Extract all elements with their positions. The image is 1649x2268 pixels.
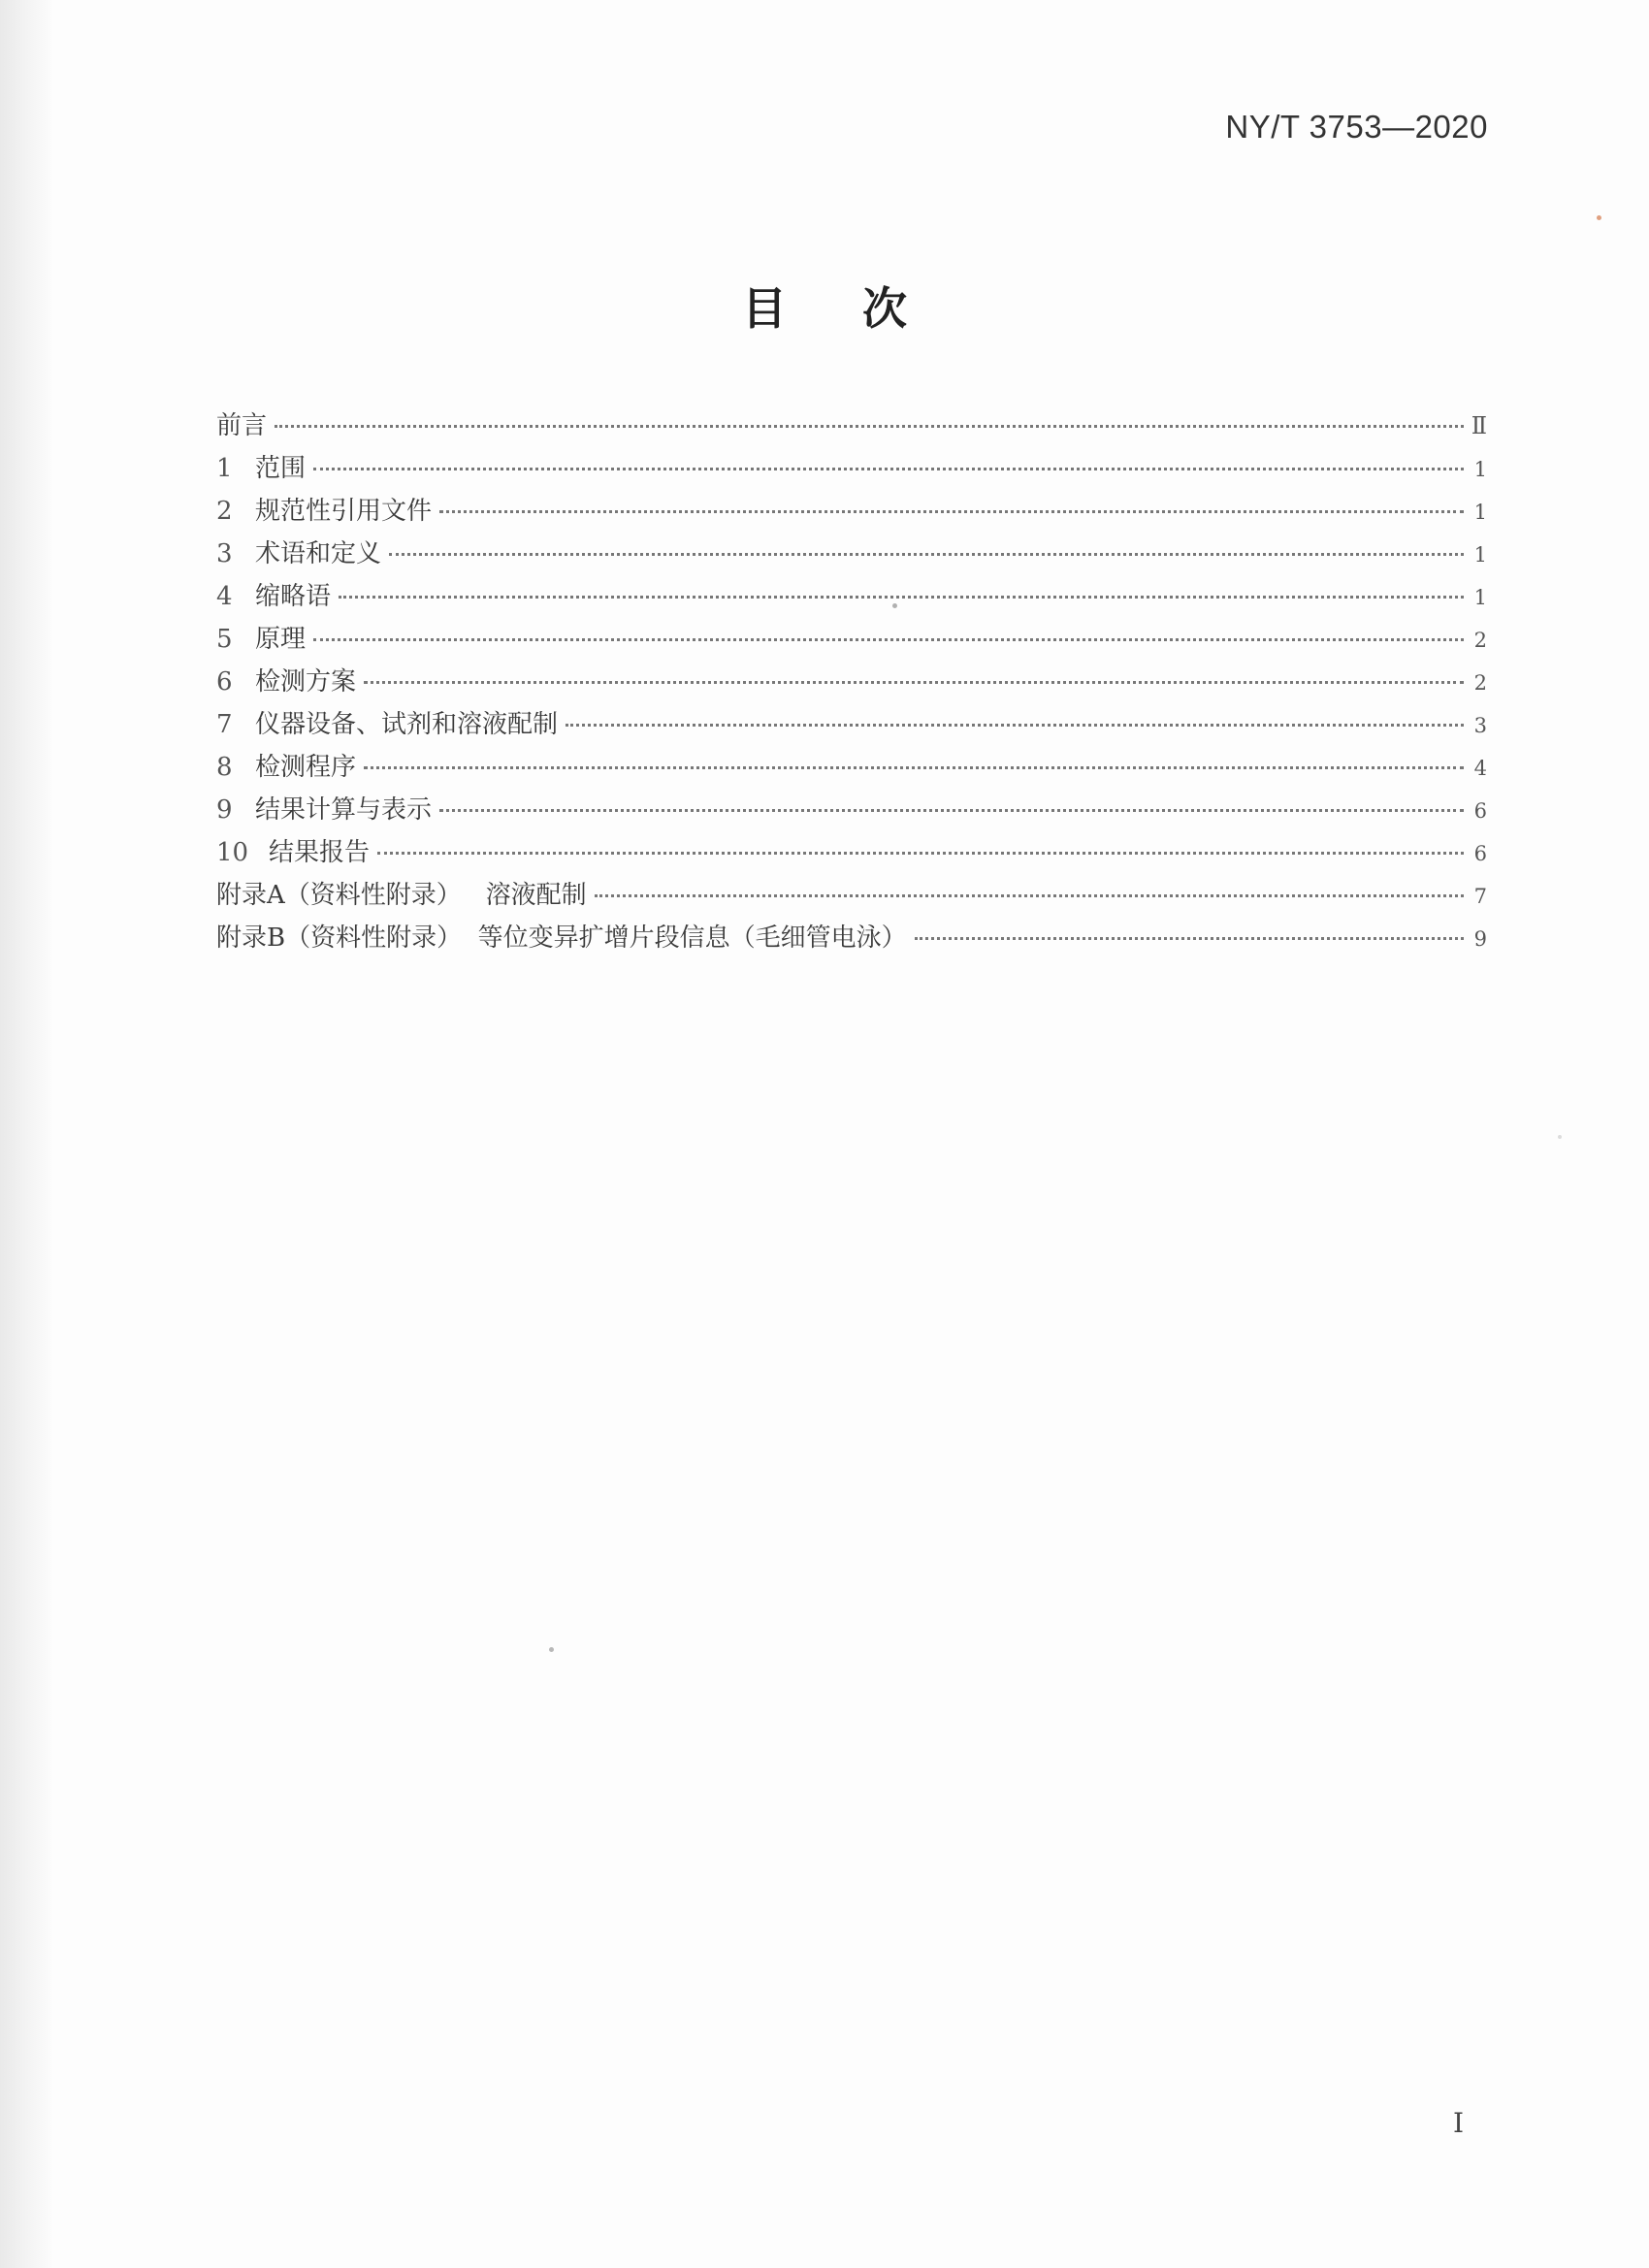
- toc-entry-page: 6: [1473, 842, 1487, 865]
- toc-entry-label: 原理: [255, 625, 307, 654]
- leader-dots: [364, 766, 1464, 769]
- leader-dots: [595, 894, 1464, 897]
- leader-dots: [377, 852, 1464, 855]
- toc-entry-page: 2: [1473, 629, 1487, 652]
- toc-entry-page: 4: [1473, 757, 1487, 780]
- toc-entry-4[interactable]: [216, 576, 1487, 619]
- toc-entry-page: 1: [1473, 543, 1487, 567]
- toc-entry-label: 规范性引用文件: [255, 497, 433, 526]
- scan-edge-shadow: [0, 0, 52, 2268]
- toc-entry-3[interactable]: [216, 534, 1487, 576]
- toc-entry-label: 范围: [255, 454, 307, 483]
- leader-dots: [566, 724, 1464, 727]
- toc-entry-number: 1: [216, 454, 233, 483]
- page-title: 目次: [742, 282, 983, 335]
- toc-entry-9[interactable]: [216, 790, 1487, 832]
- toc-entry-annex-b[interactable]: [216, 918, 1487, 960]
- leader-dots: [339, 596, 1464, 599]
- toc-entry-label: 术语和定义: [255, 539, 382, 568]
- toc-entry-7[interactable]: [216, 704, 1487, 747]
- toc-entry-sublabel: 等位变异扩增片段信息（毛细管电泳）: [477, 923, 907, 953]
- toc-entry-annex-a[interactable]: [216, 875, 1487, 918]
- toc-entry-label: 结果计算与表示: [255, 795, 433, 825]
- toc-entry-number: 9: [216, 795, 233, 825]
- toc-entry-number: 3: [216, 539, 233, 568]
- scan-speck: [549, 1647, 554, 1652]
- leader-dots: [389, 553, 1464, 556]
- toc-entry-label: 检测程序: [255, 753, 357, 782]
- toc-entry-page: 1: [1473, 458, 1487, 481]
- leader-dots: [313, 468, 1464, 470]
- scan-speck: [1558, 1135, 1562, 1139]
- scan-speck: [892, 603, 897, 608]
- toc-entry-2[interactable]: [216, 491, 1487, 534]
- leader-dots: [439, 809, 1464, 812]
- table-of-contents: [216, 405, 1487, 960]
- toc-entry-preface[interactable]: [216, 405, 1487, 448]
- toc-entry-number: 6: [216, 667, 233, 697]
- toc-entry-page: 3: [1473, 714, 1487, 737]
- toc-entry-label: 缩略语: [255, 582, 332, 611]
- toc-entry-number: 5: [216, 625, 233, 654]
- page-number: I: [1453, 2107, 1465, 2139]
- leader-dots: [439, 510, 1464, 513]
- toc-entry-5[interactable]: [216, 619, 1487, 662]
- leader-dots: [915, 937, 1464, 940]
- leader-dots: [313, 638, 1464, 641]
- toc-entry-number: 2: [216, 497, 233, 526]
- scan-speck: [1597, 215, 1601, 220]
- toc-entry-number: 8: [216, 753, 233, 782]
- toc-entry-page: 6: [1473, 799, 1487, 823]
- toc-entry-page: 1: [1473, 586, 1487, 609]
- toc-entry-number: 7: [216, 710, 233, 739]
- leader-dots: [275, 425, 1464, 428]
- standard-code: NY/T 3753—2020: [1225, 109, 1488, 145]
- leader-dots: [364, 681, 1464, 684]
- toc-entry-6[interactable]: [216, 662, 1487, 704]
- toc-entry-page: 2: [1473, 671, 1487, 695]
- toc-entry-label: 仪器设备、试剂和溶液配制: [255, 710, 559, 739]
- toc-entry-page: 1: [1473, 501, 1487, 524]
- toc-entry-10[interactable]: [216, 832, 1487, 875]
- toc-entry-label: 前言: [216, 411, 268, 440]
- toc-entry-8[interactable]: [216, 747, 1487, 790]
- toc-entry-sublabel: 溶液配制: [485, 881, 587, 910]
- toc-entry-label: 附录A（资料性附录）: [216, 881, 462, 910]
- toc-entry-1[interactable]: [216, 448, 1487, 491]
- toc-entry-number: 10: [216, 838, 249, 867]
- toc-entry-label: 附录B（资料性附录）: [216, 923, 463, 953]
- toc-entry-page: 7: [1473, 885, 1487, 908]
- toc-entry-page: Ⅱ: [1471, 412, 1487, 439]
- toc-entry-number: 4: [216, 582, 233, 611]
- toc-entry-label: 检测方案: [255, 667, 357, 697]
- toc-entry-page: 9: [1473, 927, 1487, 951]
- toc-entry-label: 结果报告: [269, 838, 371, 867]
